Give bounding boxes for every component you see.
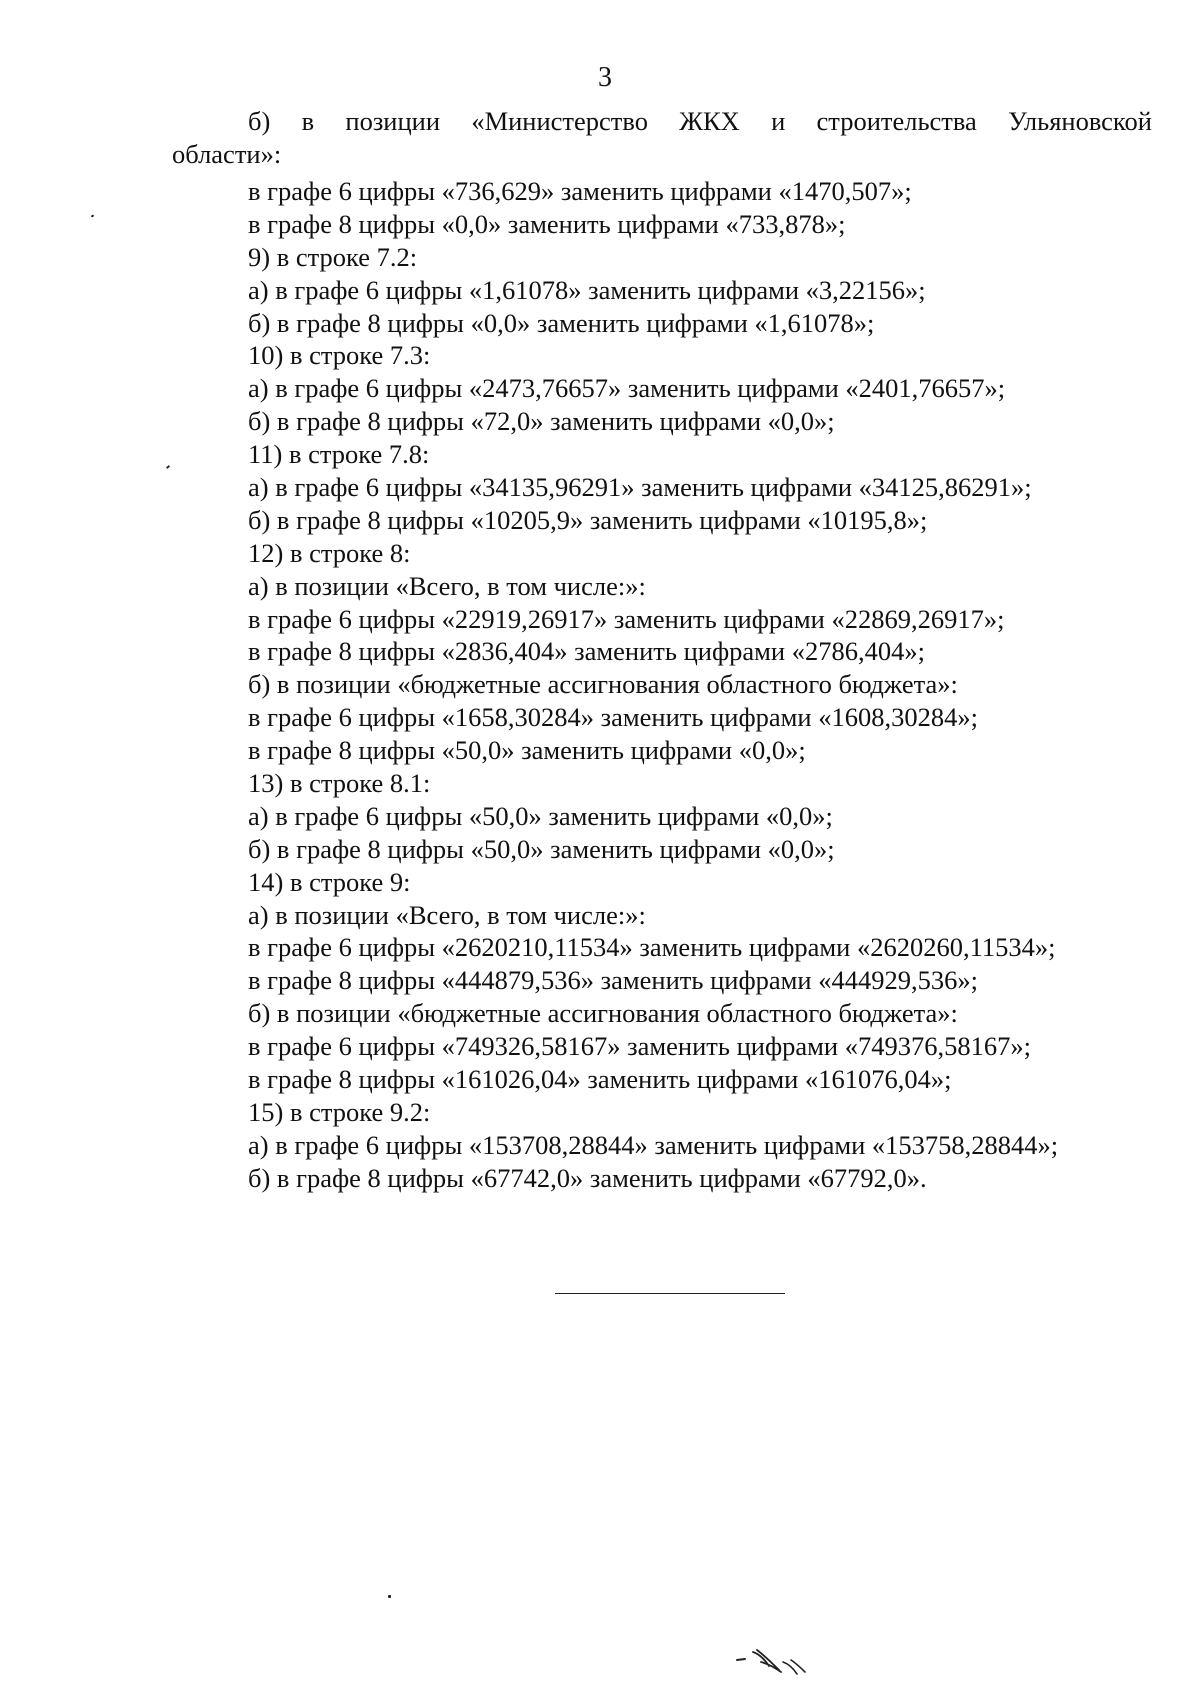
amendment-line: б) в графе 8 цифры «10205,9» заменить цифрами «10195,8»; [248,504,928,535]
intro-word: ЖКХ [679,106,740,136]
amendment-line: б) в графе 8 цифры «50,0» заменить цифрами «0,0»; [248,833,835,864]
intro-word: позиции [345,106,441,136]
amendment-line: а) в графе 6 цифры «50,0» заменить цифрами «0,0»; [248,800,833,831]
intro-word: Ульяновской [1008,106,1152,136]
amendment-line: а) в графе 6 цифры «2473,76657» заменить цифрами «2401,76657»; [248,373,1006,404]
intro-word: в [301,106,315,136]
intro-word: строительства [816,106,977,136]
amendment-list [248,175,1168,1195]
intro-word: б) [248,106,271,136]
end-divider-line [555,1293,785,1294]
amendment-line: а) в графе 6 цифры «34135,96291» заменить цифрами «34125,86291»; [248,472,1032,503]
intro-paragraph [172,105,1152,171]
amendment-line: б) в позиции «бюджетные ассигнования областного бюджета»: [248,998,958,1029]
amendment-line: 11) в строке 7.8: [248,439,430,470]
amendment-line: а) в графе 6 цифры «1,61078» заменить цифрами «3,22156»; [248,274,926,305]
amendment-line: в графе 6 цифры «1658,30284» заменить цифрами «1608,30284»; [248,702,978,733]
amendment-line: в графе 8 цифры «444879,536» заменить цифрами «444929,536»; [248,965,978,996]
amendment-line: б) в позиции «бюджетные ассигнования областного бюджета»: [248,669,958,700]
amendment-line: 10) в строке 7.3: [248,340,431,371]
scan-speck [166,465,170,469]
intro-line-continuation: области»: [172,139,282,169]
amendment-line: 12) в строке 8: [248,537,411,568]
amendment-line: в графе 8 цифры «161026,04» заменить цифрами «161076,04»; [248,1064,952,1095]
amendment-line: б) в графе 8 цифры «72,0» заменить цифрами «0,0»; [248,406,835,437]
amendment-line: 15) в строке 9.2: [248,1096,431,1127]
amendment-line: а) в графе 6 цифры «153708,28844» заменить цифрами «153758,28844»; [248,1129,1059,1160]
amendment-line: в графе 8 цифры «0,0» заменить цифрами «733,878»; [248,208,846,239]
scan-speck [388,1595,391,1598]
intro-line-justified [172,105,1152,138]
amendment-line: в графе 6 цифры «749326,58167» заменить цифрами «749376,58167»; [248,1031,1031,1062]
page-number: 3 [598,62,612,93]
intro-word: «Министерство [471,106,648,136]
intro-word: и [771,106,786,136]
amendment-line: в графе 8 цифры «50,0» заменить цифрами «0,0»; [248,735,806,766]
amendment-line: в графе 6 цифры «22919,26917» заменить цифрами «22869,26917»; [248,603,1005,634]
scan-speck [91,214,95,217]
amendment-line: б) в графе 8 цифры «0,0» заменить цифрами «1,61078»; [248,307,875,338]
amendment-line: 13) в строке 8.1: [248,768,431,799]
amendment-line: в графе 6 цифры «2620210,11534» заменить цифрами «2620260,11534»; [248,932,1056,963]
amendment-line: 9) в строке 7.2: [248,241,418,272]
amendment-line: а) в позиции «Всего, в том числе:»: [248,899,646,930]
amendment-line: в графе 6 цифры «736,629» заменить цифрами «1470,507»; [248,176,912,206]
initials-signature-mark [735,1640,815,1680]
amendment-line: в графе 8 цифры «2836,404» заменить цифрами «2786,404»; [248,636,925,667]
amendment-line: 14) в строке 9: [248,866,411,897]
amendment-line: а) в позиции «Всего, в том числе:»: [248,570,646,601]
amendment-line: б) в графе 8 цифры «67742,0» заменить цифрами «67792,0». [248,1162,927,1193]
